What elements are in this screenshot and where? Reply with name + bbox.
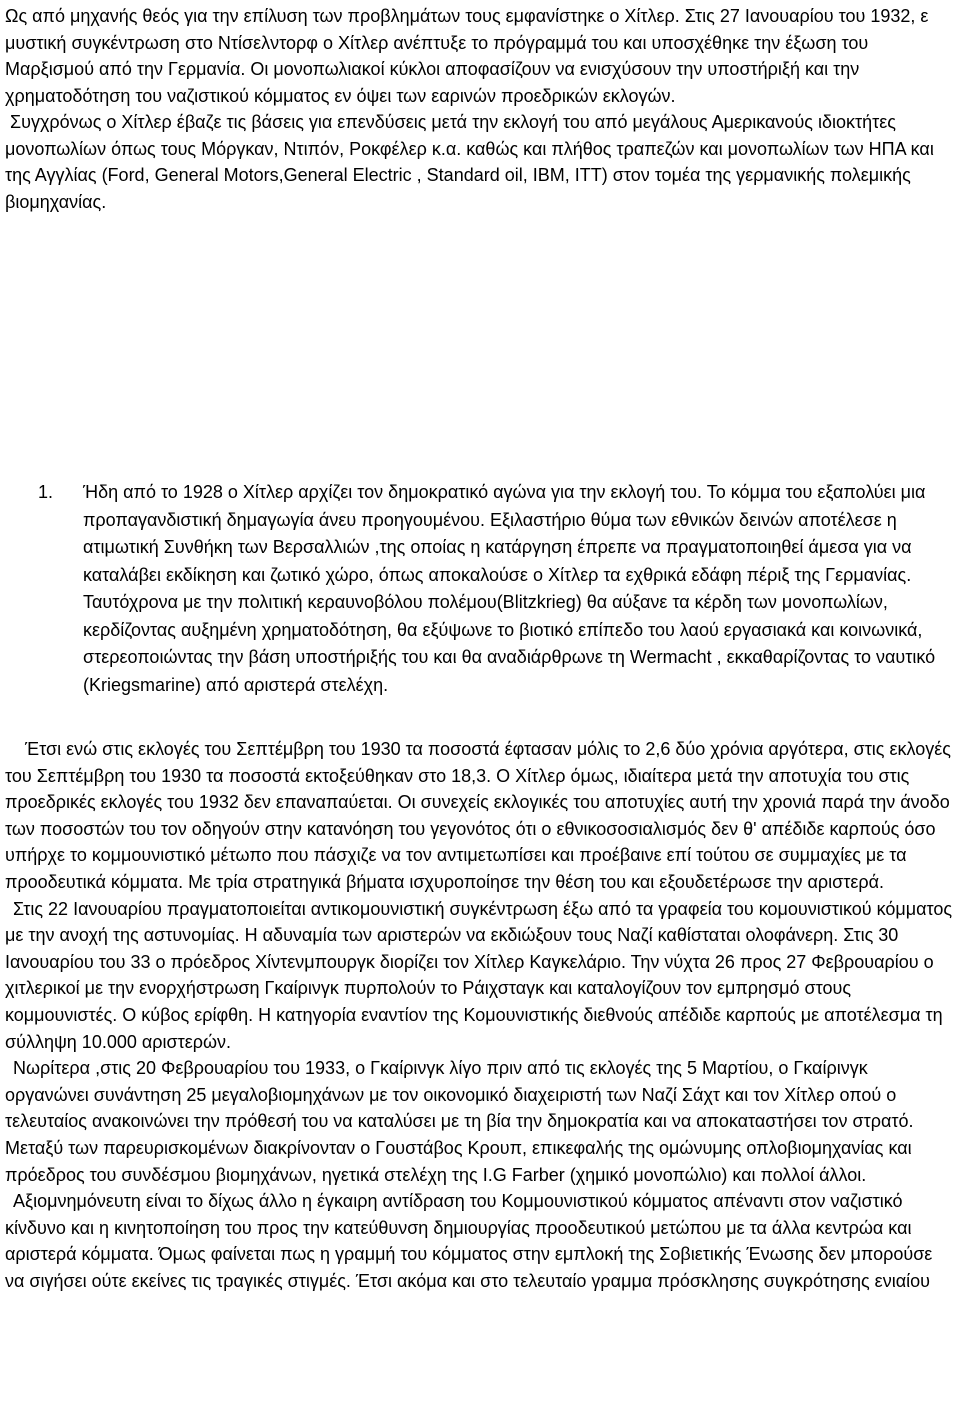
paragraph-american-investments: Συγχρόνως ο Χίτλερ έβαζε τις βάσεις για επενδύσεις μετά την εκλογή του από μεγάλους Αμερικανούς ιδιοκτήτες μονοπωλίων όπως τους Μόργκαν, Ντιπόν, Ροκφέλερ κ.α. καθώς και πλήθος τραπεζών και μονοπωλίων των ΗΠΑ και της Αγγλίας (Ford, General Motors,General Electric , Standard oil, IBM, ITT) στον τομέα της γερμανικής πολεμικής βιομηχανίας.: [5, 112, 934, 212]
paragraph-communist-reaction: Αξιομνημόνευτη είναι το δίχως άλλο η έγκαιρη αντίδραση του Κομμουνιστικού κόμματος απέναντι στον ναζιστικό κίνδυνο και η κινητοποίηση του προς την κατεύθυνση δημιουργίας προοδευτικού μετώπου με τα άλλα κεντρώα και αριστερά κόμματα. Όμως φαίνεται πως η γραμμή του κόμματος στην εμπλοκή της Σοβιετικής Ένωσης δεν μπορούσε να σιγήσει ούτε εκείνες τις τραγικές στιγμές. Έτσι ακόμα και στο τελευταίο γραμμα πρόσκλησης συγκρότησης ενιαίου: [5, 1191, 933, 1291]
paragraph-elections: Έτσι ενώ στις εκλογές του Σεπτέμβρη του 1930 τα ποσοστά έφτασαν μόλις το 2,6 δύο χρόνια αργότερα, στις εκλογές του Σεπτέμβρη του 1930 τα ποσοστά εκτοξεύθηκαν στο 18,3. Ο Χίτλερ όμως, ιδιαίτερα μετά την αποτυχία του στις προεδρικές εκλογές του 1932 δεν επαναπαύεται. Οι συνεχείς εκλογικές του αποτυχίες αυτή την χρονιά παρά την άνοδο των ποσοστών του τον οδηγούν στην κατανόηση του γεγονότος ότι ο εθνικοσοσιαλισμός δεν θ' απέδιδε καρπούς όσο υπήρχε το κομμουνιστικό μέτωπο που πάσχιζε να τον αντιμετωπίσει και προέβαινε επί τούτου σε συμμαχίες με τα προοδευτικά κόμματα. Με τρία στρατηγικά βήματα ισχυροποίησε την θέση του και εξουδετέρωσε την αριστερά.: [5, 739, 951, 892]
body-section: [5, 736, 955, 1294]
paragraph-february-20: Νωρίτερα ,στις 20 Φεβρουαρίου του 1933, ο Γκαίρινγκ λίγο πριν από τις εκλογές της 5 Μαρτίου, ο Γκαίρινγκ οργανώνει συνάντηση 25 μεγαλοβιομηχάνων με τον οικονομικό διαχειριστή των Ναζί Σάχτ και τον Χίτλερ οπού ο τελευταίος ανακοινώνει την πρόθεσή του να καταλύσει με τη βία την δημοκρατία και να αποκαταστήσει τον στρατό. Μεταξύ των παρευρισκομένων διακρίνονταν ο Γουστάβος Κρουπ, επικεφαλής της ομώνυμης οπλοβιομηχανίας και πρόεδρος του συνδέσμου βιομηχάνων, ηγετικά στελέχη της I.G Farber (χημικό μονοπώλιο) και πολλοί άλλοι.: [5, 1058, 914, 1185]
list-item-text: Ήδη από το 1928 ο Χίτλερ αρχίζει τον δημοκρατικό αγώνα για την εκλογή του. Το κόμμα του εξαπολύει μια προπαγανδιστική δημαγωγία άνευ προηγουμένου. Εξιλαστήριο θύμα των εθνικών δεινών αποτέλεσε η ατιμωτική Συνθήκη των Βερσαλλιών ,της οποίας η κατάργηση έπρεπε να πραγματοποιηθεί άμεσα για να καταλάβει εκδίκηση και ζωτικό χώρο, όπως αποκαλούσε ο Χίτλερ τα εχθρικά εδάφη πέριξ της Γερμανίας. Ταυτόχρονα με την πολιτική κεραυνοβόλου πολέμου(Blitzkrieg) θα αύξανε τα κέρδη των μονοπωλίων, κερδίζοντας αυξημένη χρηματοδότηση, θα εξύψωνε το βιοτικό επίπεδο του λαού εργασιακά και κοινωνικά, στερεοποιώντας την βάση υποστήριξής του και θα αναδιάρθρωνε τη Wermacht , εκκαθαρίζοντας το ναυτικό (Kriegsmarine) από αριστερά στελέχη.: [83, 482, 936, 695]
intro-section: [5, 3, 955, 215]
list-number: 1.: [38, 482, 54, 502]
paragraph-intro-hitler: Ως από μηχανής θεός για την επίλυση των προβλημάτων τους εμφανίστηκε ο Χίτλερ. Στις 27 Ιανουαρίου του 1932, ε μυστική συγκέντρωση στο Ντίσελντορφ ο Χίτλερ ανέπτυξε το πρόγραμμά του και υποσχέθηκε την έξωση του Μαρξισμού από την Γερμανία. Οι μονοπωλιακοί κύκλοι αποφασίζουν να ενισχύσουν την υποστήριξή και την χρηματοδότηση του ναζιστικού κόμματος εν όψει των εαρινών προεδρικών εκλογών.: [5, 6, 929, 106]
paragraph-january-22: Στις 22 Ιανουαρίου πραγματοποιείται αντικομουνιστική συγκέντρωση έξω από τα γραφεία του κομουνιστικού κόμματος με την ανοχή της αστυνομίας. Η αδυναμία των αριστερών να εκδιώξουν τους Ναζί καθίσταται ολοφάνερη. Στις 30 Ιανουαρίου του 33 ο πρόεδρος Χίντενμπουργκ διορίζει τον Χίτλερ Καγκελάριο. Την νύχτα 26 προς 27 Φεβρουαρίου ο χιτλερικοί με την ενορχήστρωση Γκαίρινγκ πυρπολούν το Ράιχσταγκ και καταλογίζουν τον εμπρησμό στους κομμουνιστές. Ο κύβος ερίφθη. Η κατηγορία εναντίον της Κομουνιστικής διεθνούς απέδιδε καρπούς με αποτέλεσμα τη σύλληψη 10.000 αριστερών.: [5, 898, 953, 1052]
